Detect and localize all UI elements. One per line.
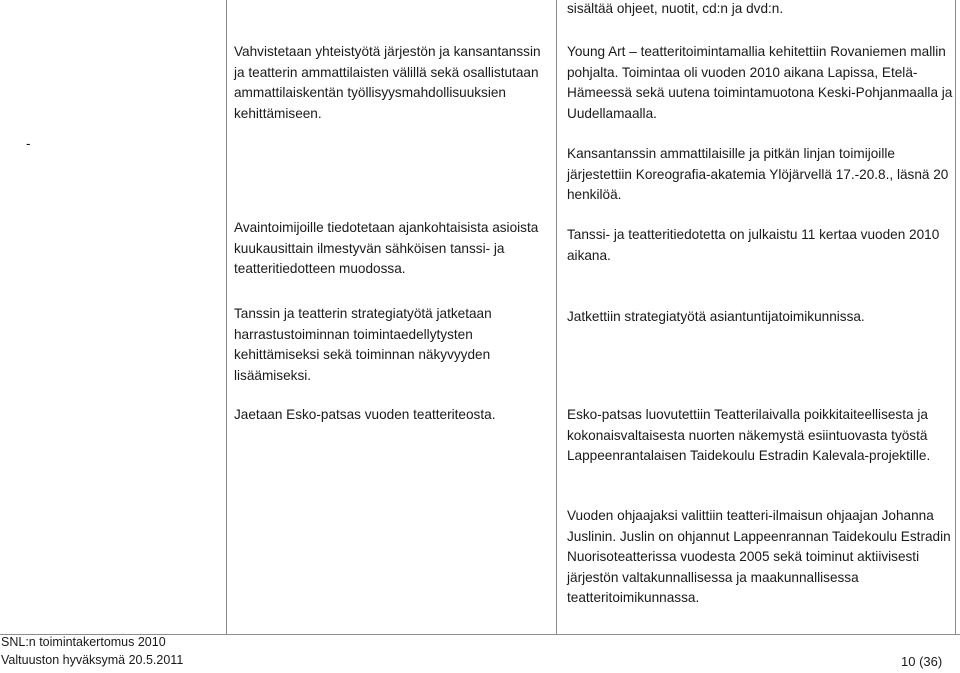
right-paragraph-strategy: Jatkettiin strategiatyötä asiantuntijatoimikunnissa.: [567, 309, 865, 324]
page-number: 10 (36): [901, 654, 943, 669]
middle-paragraph-newsletter: Avaintoimijoille tiedotetaan ajankohtaisista asioista kuukausittain ilmestyvän sähköisen tanssi- ja teatteritiedotteen muodossa.: [234, 220, 539, 277]
middle-paragraph-cooperation: Vahvistetaan yhteistyötä järjestön ja kansantanssin ja teatterin ammattilaisten välillä sekä osallistutaan ammattilaiskentän työllisyysmahdollisuuksien kehittämiseen.: [234, 44, 541, 121]
right-paragraph-academy: Kansantanssin ammattilaisille ja pitkän linjan toimijoille järjestettiin Koreografia-akatemia Ylöjärvellä 17.-20.8., läsnä 20 henkilöä.: [567, 146, 949, 203]
column-divider-middle: [556, 0, 557, 634]
right-paragraph-esko-awarded: Esko-patsas luovutettiin Teatterilaivalla poikkitaiteellisesta ja kokonaisvaltaisesta nuorten näkemystä esiintuovasta työstä Lappeenrantalaisen Taidekoulu Estradin Kalevala-projektille.: [567, 407, 931, 464]
right-paragraph-newsletter: Tanssi- ja teatteritiedotetta on julkaistu 11 kertaa vuoden 2010 aikana.: [567, 227, 940, 263]
column-divider-left: [226, 0, 227, 634]
middle-paragraph-strategy: Tanssin ja teatterin strategiatyötä jatketaan harrastustoiminnan toimintaedellytysten kehittämiseksi sekä toiminnan näkyvyyden lisäämiseksi.: [234, 306, 492, 383]
footer-approval: Valtuuston hyväksymä 20.5.2011: [1, 653, 184, 667]
footer-document-title: SNL:n toimintakertomus 2010: [1, 635, 166, 649]
middle-paragraph-esko-statue: Jaetaan Esko-patsas vuoden teatteriteosta.: [234, 407, 496, 422]
right-paragraph-director-of-year: Vuoden ohjaajaksi valittiin teatteri-ilmaisun ohjaajan Johanna Juslinin. Juslin on ohjannut Lappeenrannan Taidekoulu Estradin Nuorisoteatterissa vuodesta 2005 sekä toiminut aktiivisesti järjestön valtakunnallisessa ja maakunnallisessa teatteritoimikunnassa.: [567, 508, 951, 606]
right-paragraph-materials: sisältää ohjeet, nuotit, cd:n ja dvd:n.: [567, 1, 784, 16]
right-paragraph-young-art: Young Art – teatteritoimintamallia kehitettiin Rovaniemen mallin pohjalta. Toimintaa oli vuoden 2010 aikana Lapissa, Etelä-Hämeessä sekä uutena toimintamuotona Keski-Pohjanmaalla ja Uudellamaalla.: [567, 44, 953, 121]
row-marker: -: [26, 136, 31, 151]
